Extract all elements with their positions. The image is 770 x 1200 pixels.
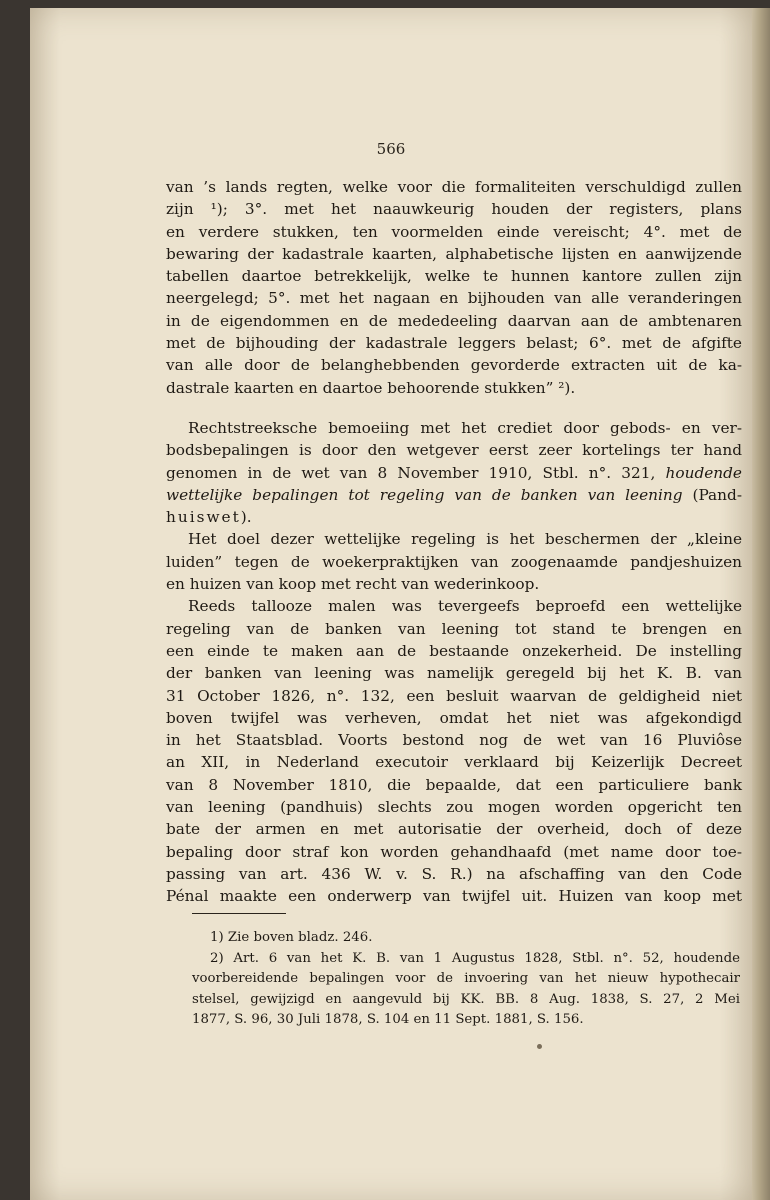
text-line: van leening (pandhuis) slechts zou mogen worden opgericht ten xyxy=(166,798,742,817)
text-line: luiden” tegen de woekerpraktijken van zoogenaamde pandjeshuizen xyxy=(166,552,742,571)
text-line: van ’s lands regten, welke voor die formaliteiten verschuldigd zullen xyxy=(166,178,742,196)
text-line xyxy=(166,462,742,484)
text-line: zijn ¹); 3°. met het naauwkeurig houden der registers, plans xyxy=(166,200,742,219)
text-line xyxy=(166,484,742,506)
text-line: 31 October 1826, n°. 132, een besluit waarvan de geldigheid niet xyxy=(166,686,742,705)
paragraph-2 xyxy=(166,417,742,528)
text-line: in de eigendommen en de mededeeling daarvan aan de ambtenaren xyxy=(166,311,742,330)
text-line: en huizen van koop met recht van wederinkoop. xyxy=(166,575,540,594)
text-line: regeling van de banken van leening tot stand te brengen en xyxy=(166,619,742,638)
text-line: Het doel dezer wettelijke regeling is het beschermen der „kleine xyxy=(188,530,742,549)
spaced-title: huiswet xyxy=(166,508,241,527)
italic-title: houdende xyxy=(665,463,742,482)
text-line: bewaring der kadastrale kaarten, alphabetische lijsten en aanwijzende xyxy=(166,244,742,263)
text-line: bodsbepalingen is door den wetgever eerst zeer kortelings ter hand xyxy=(166,441,742,460)
text-line: boven twijfel was verheven, omdat het niet was afgekondigd xyxy=(166,708,742,727)
footnote-2-line: voorbereidende bepalingen voor de invoering van het nieuw hypothecair xyxy=(192,971,740,986)
text-line: van alle door de belanghebbenden gevorderde extracten uit de ka- xyxy=(166,356,742,375)
text-segment: (Pand- xyxy=(692,485,742,504)
text-line: der banken van leening was namelijk geregeld bij het K. B. van xyxy=(166,664,742,683)
text-line: en verdere stukken, ten voormelden einde vereischt; 4°. met de xyxy=(166,222,742,241)
footnote-2-line: stelsel, gewijzigd en aangevuld bij KK. BB. 8 Aug. 1838, S. 27, 2 Mei xyxy=(192,991,740,1007)
text-line: passing van art. 436 W. v. S. R.) na afschaffing van den Code xyxy=(166,864,742,883)
text-line: Reeds tallooze malen was tevergeefs beproefd een wettelijke xyxy=(188,597,742,616)
text-line: een einde te maken aan de bestaande onzekerheid. De instelling xyxy=(166,641,742,660)
text-segment: ). xyxy=(240,508,252,527)
footnotes xyxy=(192,928,740,1031)
text-line: met de bijhouding der kadastrale leggers belast; 6°. met de afgifte xyxy=(166,334,742,353)
text-line: bate der armen en met autorisatie der overheid, doch of deze xyxy=(166,820,742,839)
text-line: Pénal maakte een onderwerp van twijfel uit. Huizen van koop met xyxy=(166,887,742,906)
italic-title: wettelijke bepalingen tot regeling van de banken van leening xyxy=(166,485,683,504)
footnote-divider xyxy=(192,913,286,914)
footnote-2-line: 1877, S. 96, 30 Juli 1878, S. 104 en 11 Sept. 1881, S. 156. xyxy=(192,1012,584,1027)
page-number: 566 xyxy=(376,140,406,158)
text-line xyxy=(166,506,742,528)
footnote-2: 2) Art. 6 van het K. B. van 1 Augustus 1828, Stbl. n°. 52, houdende xyxy=(210,950,740,966)
paragraph-3 xyxy=(166,528,742,595)
text-line: van 8 November 1810, die bepaalde, dat een particuliere bank xyxy=(166,775,742,794)
text-line: tabellen daartoe betrekkelijk, welke te hunnen kantore zullen zijn xyxy=(166,267,742,286)
book-page xyxy=(30,8,752,1200)
paragraph-4 xyxy=(166,595,742,907)
paragraph-1 xyxy=(166,176,742,399)
text-line: in het Staatsblad. Voorts bestond nog de wet van 16 Pluviôse xyxy=(166,731,742,750)
text-line: bepaling door straf kon worden gehandhaafd (met name door toe- xyxy=(166,842,742,861)
text-line: an XII, in Nederland executoir verklaard bij Keizerlijk Decreet xyxy=(166,753,742,772)
body-text xyxy=(166,176,742,908)
text-line: Rechtstreeksche bemoeiing met het crediet door gebods- en ver- xyxy=(188,418,742,437)
page-edge xyxy=(752,8,770,1200)
footnote-1: 1) Zie boven bladz. 246. xyxy=(210,930,373,945)
ink-spot xyxy=(537,1044,542,1049)
text-line: neergelegd; 5°. met het nagaan en bijhouden van alle veranderingen xyxy=(166,289,742,308)
text-line: dastrale kaarten en daartoe behoorende stukken” ²). xyxy=(166,378,576,397)
text-segment: genomen in de wet van 8 November 1910, Stbl. n°. 321, xyxy=(166,463,656,482)
